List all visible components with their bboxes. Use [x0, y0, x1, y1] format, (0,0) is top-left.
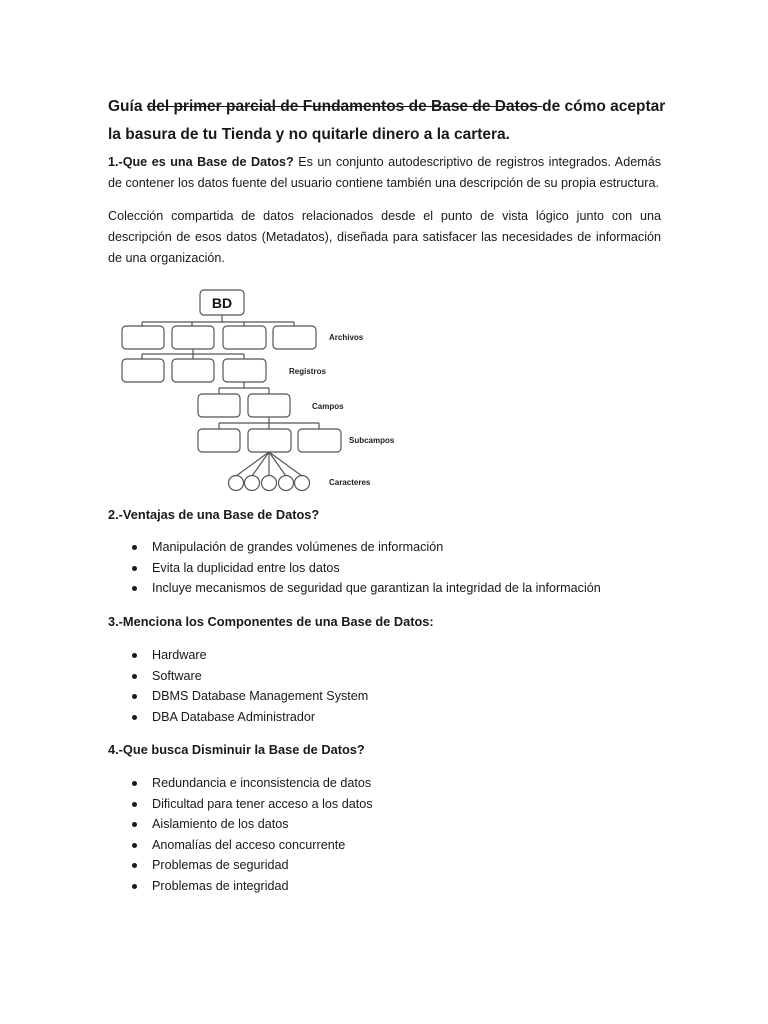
q4-list [108, 773, 373, 896]
node-caracter [245, 476, 260, 491]
q3-title: 3.-Menciona los Componentes de una Base de Datos: [108, 614, 434, 629]
title-part-2: de cómo aceptar la basura de tu Tienda y no quitarle dinero a la cartera. [108, 98, 666, 143]
label-campos: Campos [312, 402, 344, 411]
node-archivo [122, 326, 164, 349]
node-subcampo [248, 429, 291, 452]
node-registro [172, 359, 214, 382]
q3-list [108, 645, 368, 727]
node-subcampo [198, 429, 240, 452]
list-item: Redundancia e inconsistencia de datos [108, 773, 373, 794]
list-item: Aislamiento de los datos [108, 814, 373, 835]
label-registros: Registros [289, 367, 326, 376]
node-archivo [273, 326, 316, 349]
q2-title: 2.-Ventajas de una Base de Datos? [108, 507, 320, 522]
node-subcampo [298, 429, 341, 452]
list-item: Problemas de seguridad [108, 855, 373, 876]
list-item: Hardware [108, 645, 368, 666]
q4-title: 4.-Que busca Disminuir la Base de Datos? [108, 742, 365, 757]
q1-question: 1.-Que es una Base de Datos? [108, 155, 294, 169]
database-hierarchy-diagram [118, 284, 478, 494]
q1-paragraph-2: Colección compartida de datos relacionados desde el punto de vista lógico junto con una descripción de esos datos (Metadatos), diseñada para satisfacer las necesidades de información de una organización. [108, 209, 661, 265]
node-caracter [229, 476, 244, 491]
node-archivo [223, 326, 266, 349]
node-caracter [295, 476, 310, 491]
list-item: DBMS Database Management System [108, 686, 368, 707]
node-campo [198, 394, 240, 417]
q2-list [108, 537, 601, 599]
label-archivos: Archivos [329, 333, 364, 342]
q1-answer: Es un conjunto autodescriptivo de registros integrados. Además de contener los datos fuente del usuario contiene también una descripción de su propia estructura. [108, 155, 661, 190]
label-caracteres: Caracteres [329, 478, 371, 487]
list-item: Incluye mecanismos de seguridad que garantizan la integridad de la información [108, 578, 601, 599]
node-registro [223, 359, 266, 382]
list-item: Dificultad para tener acceso a los datos [108, 794, 373, 815]
label-subcampos: Subcampos [349, 436, 395, 445]
list-item: Anomalías del acceso concurrente [108, 835, 373, 856]
list-item: DBA Database Administrador [108, 707, 368, 728]
root-label: BD [211, 295, 233, 311]
node-archivo [172, 326, 214, 349]
list-item: Software [108, 666, 368, 687]
node-caracter [279, 476, 294, 491]
list-item: Evita la duplicidad entre los datos [108, 558, 601, 579]
list-item: Problemas de integridad [108, 876, 373, 897]
node-registro [122, 359, 164, 382]
title-strikethrough: del primer parcial de Fundamentos de Base de Datos [146, 98, 543, 115]
page-title [108, 93, 678, 149]
list-item: Manipulación de grandes volúmenes de información [108, 537, 601, 558]
q1-paragraph [108, 152, 661, 194]
node-caracter [262, 476, 277, 491]
title-part-1: Guía [108, 98, 147, 115]
node-campo [248, 394, 290, 417]
